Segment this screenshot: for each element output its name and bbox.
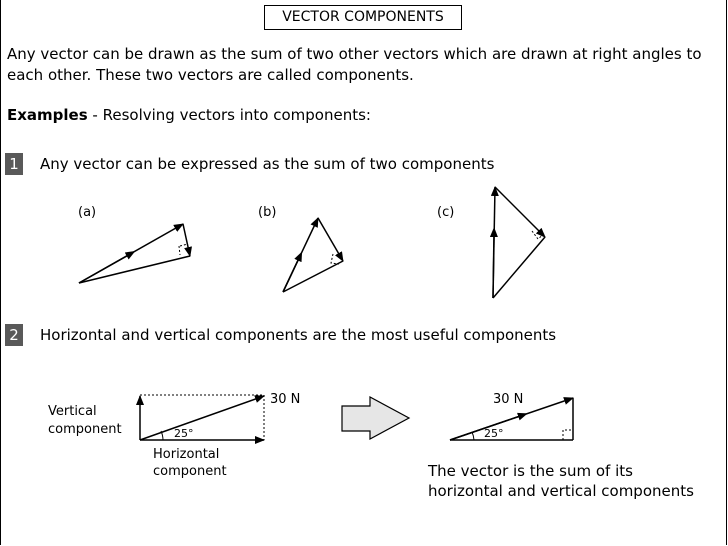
step-1-number: 1 [5, 153, 23, 175]
diagram-b-right-angle-mark [331, 254, 339, 264]
right-angle-arc [472, 432, 474, 440]
step-2-text: Horizontal and vertical components are the most useful components [40, 326, 557, 344]
diagram-c [493, 187, 545, 298]
diagram-b-label: (b) [258, 205, 277, 220]
caption-line-1: The vector is the sum of its [428, 462, 633, 480]
diagram-c-component-2 [495, 187, 545, 237]
left-component-diagram [140, 395, 264, 440]
left-force-label: 30 N [270, 392, 301, 407]
diagram-b-component-2 [318, 218, 343, 261]
diagram-c-right-angle-mark [532, 231, 545, 239]
diagram-a-right-angle-mark [179, 246, 180, 255]
right-force-label: 30 N [493, 392, 524, 407]
diagram-a-component-1-mid-arrow [79, 254, 131, 284]
horizontal-component-label-1: Horizontal [153, 447, 220, 462]
vertical-component-label-2: component [48, 422, 122, 437]
diagram-c-resultant [493, 237, 545, 298]
right-component-diagram [450, 398, 573, 440]
right-angle-label: 25° [484, 427, 504, 440]
diagram-c-component-1-mid-arrow [493, 232, 494, 298]
diagram-a-label: (a) [78, 205, 97, 220]
intro-paragraph: Any vector can be drawn as the sum of two other vectors which are drawn at right angles to each other. These two vectors are called components. [7, 45, 702, 84]
step-2-number: 2 [5, 324, 23, 346]
vertical-component-label-1: Vertical [48, 404, 97, 419]
diagram-b [283, 218, 343, 292]
diagram-a-resultant [79, 256, 190, 283]
page-title: VECTOR COMPONENTS [264, 5, 462, 30]
caption-line-2: horizontal and vertical components [428, 482, 694, 500]
examples-rest: - Resolving vectors into components: [87, 106, 371, 124]
diagram-c-label: (c) [437, 205, 455, 220]
examples-bold: Examples [7, 106, 88, 124]
diagram-a [79, 224, 190, 283]
right-resultant-mid-arrow [450, 415, 523, 440]
diagram-b-resultant [283, 261, 343, 292]
horizontal-component-label-2: component [153, 464, 227, 479]
right-arrow-icon [342, 397, 409, 439]
right-right-angle-mark [563, 430, 573, 440]
diagram-b-component-1-mid-arrow [283, 256, 300, 292]
diagram-a-component-2 [183, 224, 190, 256]
left-angle-label: 25° [174, 427, 194, 440]
step-1-text: Any vector can be expressed as the sum of two components [40, 155, 495, 173]
left-resultant-vector [140, 396, 264, 440]
